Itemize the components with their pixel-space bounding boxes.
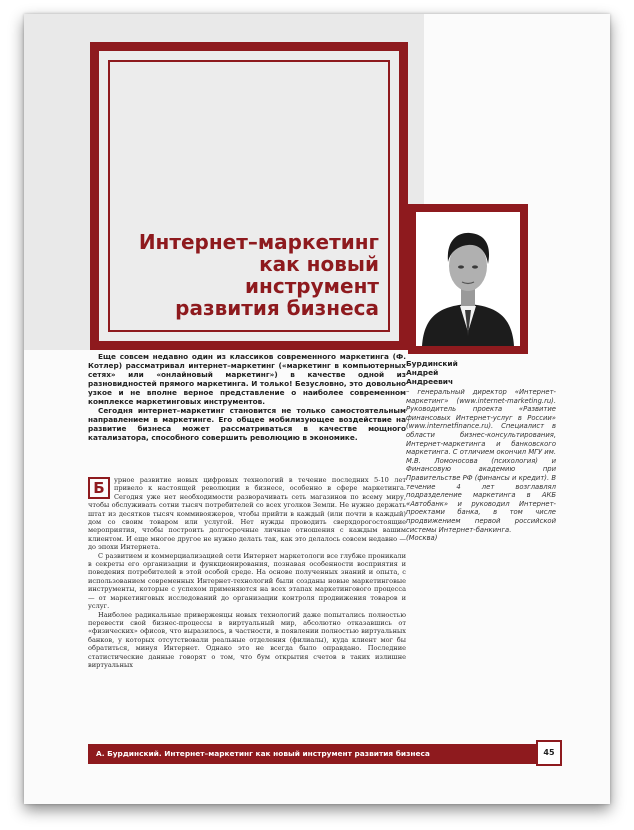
article-body xyxy=(88,476,406,669)
author-bio xyxy=(406,388,556,543)
title-line-2: как новый инструмент xyxy=(245,252,379,298)
title-frame xyxy=(90,42,408,350)
author-first-name: Андрей xyxy=(406,368,439,377)
article-title xyxy=(119,231,379,319)
author-name xyxy=(406,359,556,386)
author-surname: Бурдинский xyxy=(406,359,458,368)
title-line-3: развития бизнеса xyxy=(175,296,379,320)
lead-paragraph: Еще совсем недавно один из классиков современного маркетинга (Ф. Котлер) рассматривал интернет–маркетинг («маркетинг в компьютерных сетях» или «онлайновый маркетинг») в качестве одной из разновидностей прямого маркетинга. И только! Безусловно, это довольно узкое и не вполне верное представление о наиболее современном комплексе маркетинговых инструментов. xyxy=(88,352,406,406)
page-number: 45 xyxy=(536,740,562,766)
author-city: (Москва) xyxy=(406,534,438,543)
author-patronymic: Андреевич xyxy=(406,377,454,386)
author-portrait-image xyxy=(416,212,520,346)
body-first-text: урное развитие новых цифровых технологий в течение последних 5-10 лет привело к настоящей революции в бизнесе, особенно в сфере маркетинга. Сегодня уже нет необходимости разворачивать сеть магазинов по всему миру, чтобы обслуживать сотни тысяч потребителей со всех уголков Земли. Не нужно держать штат из десятков тысяч коммивояжеров, чтобы прийти в каждый (или почти в каждый) дом со своим товаром или услугой. Нет нужды проводить сверхдорогостоящие мероприятия, чтобы построить долгосрочные личные отношения с каждым вашим клиентом. И еще многое другое не нужно делать так, как это делалось совсем недавно — до эпохи Интернета. xyxy=(88,476,406,552)
body-paragraph: Наиболее радикальные приверженцы новых технологий даже попытались полностью перевести свой бизнес-процессы в виртуальный мир, абсолютно отказавшись от «физических» офисов, что выразилось, в частности, в появлении полностью виртуальных банков, у которых отсутствовали реальные отделения (филиалы), куда клиент мог бы обратиться, минуя Интернет. Однако это не всегда было оправдано. Последние статистические данные говорят о том, что бум открытия счетов в таких излишне виртуальных xyxy=(88,610,406,669)
title-line-1: Интернет–маркетинг xyxy=(138,230,379,254)
body-paragraph xyxy=(88,476,406,552)
article-lead xyxy=(88,352,406,442)
body-paragraph: С развитием и коммерциализацией сети Интернет маркетологи все глубже проникали в секреты его организации и функционирования, познавая особенности восприятия и поведения потребителей в этой особой среде. На основе полученных знаний и опыта, с использованием современных Интернет-технологий были созданы новые маркетинговые инструменты, которые с успехом применяются на всех этапах маркетингового процесса — от маркетинговых исследований до организации контроля продвижения товаров и услуг. xyxy=(88,551,406,611)
magazine-page xyxy=(24,14,610,804)
author-photo xyxy=(408,204,528,354)
drop-cap: Б xyxy=(88,477,110,499)
lead-paragraph: Сегодня интернет–маркетинг становится не только самостоятельным направлением в маркетинге. Его общее мобилизующее воздействие на развитие бизнеса может рассматриваться в качестве мощного катализатора, способного совершить революцию в экономике. xyxy=(88,406,406,442)
running-footer: А. Бурдинский. Интернет–маркетинг как новый инструмент развития бизнеса xyxy=(88,744,546,764)
author-bio-text: – генеральный директор «Интернет-маркетинг» (www.internet-marketing.ru). Руководитель проекта «Развитие финансовых Интернет-услуг в России» (www.internetfinance.ru). Специалист в области бизнес-консультирования, Интернет-маркетинга и банковского маркетинга. С отличием окончил МГУ им. М.В. Ломоносова (психология) и Финансовую академию при Правительстве РФ (финансы и кредит). В течение 4 лет возглавлял подразделение маркетинга в АКБ «Автобанк» и руководил Интернет-проектами банка, в том числе продвижением первой российской системы Интернет-банкинга. xyxy=(406,388,556,534)
